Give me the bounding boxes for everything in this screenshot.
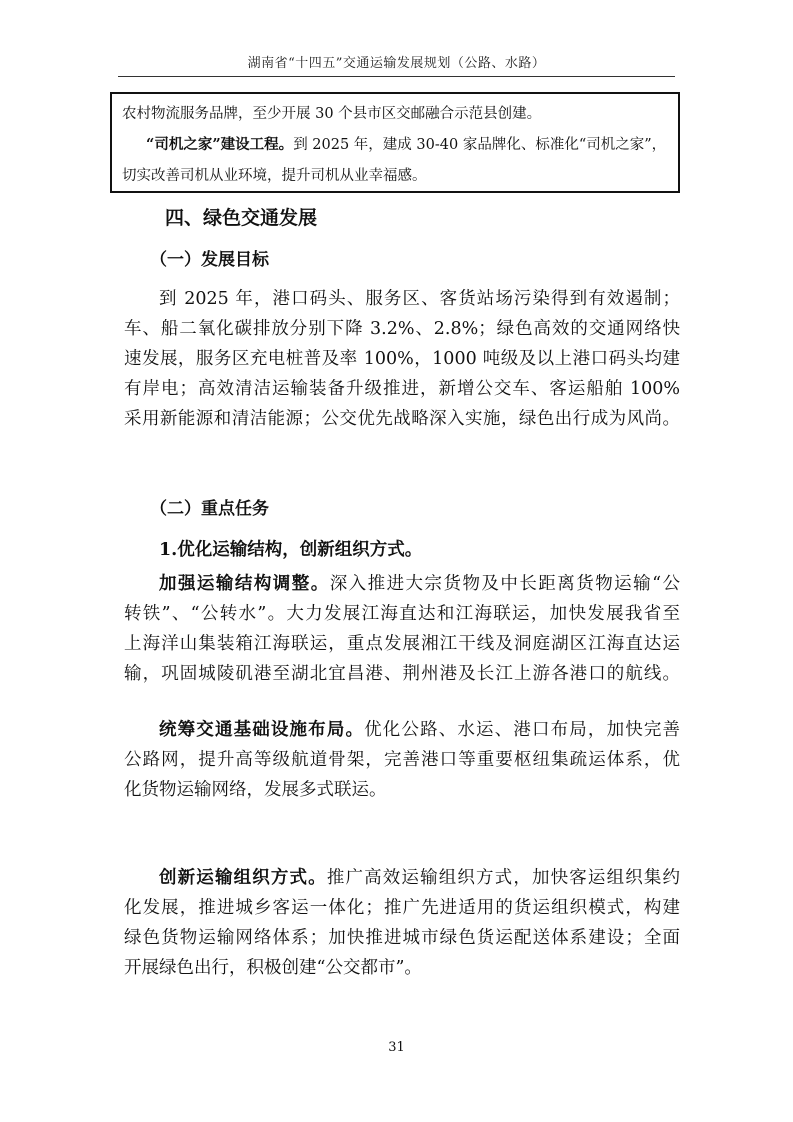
- org-line-3: 绿色货物运输网络体系；加快推进城市绿色货运配送体系建设；全面: [124, 928, 680, 948]
- structure-line-3: 上海洋山集装箱江海联运，重点发展湘江干线及洞庭湖区江海直达运: [124, 634, 680, 654]
- paragraph-structure: [124, 569, 680, 689]
- box-item-text: 到 2025 年，建成 30-40 家品牌化、标准化“司机之家”，: [293, 137, 667, 153]
- infra-line-3: 化货物运输网络，发展多式联运。: [124, 780, 387, 800]
- org-line-2: 化发展，推进城乡客运一体化；推广先进适用的货运组织模式，构建: [124, 898, 680, 918]
- structure-line-4: 输，巩固城陵矶港至湖北宜昌港、荆州港及长江上游各港口的航线。: [124, 664, 680, 684]
- paragraph-infrastructure: [124, 715, 680, 805]
- paragraph-organization: [124, 863, 680, 983]
- structure-lead-text: 深入推进大宗货物及中长距离货物运输“公: [329, 574, 680, 594]
- goals-paragraph: [124, 284, 680, 434]
- org-lead-text: 推广高效运输组织方式，加快客运组织集约: [326, 868, 681, 888]
- goals-line-1: 到 2025 年，港口码头、服务区、客货站场污染得到有效遏制；: [159, 289, 680, 309]
- structure-line-2: 转铁”、“公转水”。大力发展江海直达和江海联运，加快发展我省至: [124, 604, 680, 624]
- box-item-title: “司机之家”建设工程。: [146, 136, 294, 153]
- box-line-1: 农村物流服务品牌，至少开展 30 个县市区交邮融合示范县创建。: [122, 106, 542, 122]
- header-rule: [118, 76, 675, 77]
- running-header: 湖南省“十四五”交通运输发展规划（公路、水路）: [247, 56, 546, 71]
- infra-lead: 统筹交通基础设施布局。: [159, 720, 365, 740]
- structure-line-1: [124, 569, 680, 599]
- bordered-box: [110, 92, 680, 193]
- infra-lead-text: 优化公路、水运、港口布局，加快完善: [364, 720, 681, 740]
- structure-lead: 加强运输结构调整。: [159, 574, 330, 594]
- section-title: 四、绿色交通发展: [165, 207, 318, 229]
- goals-line-4: 有岸电；高效清洁运输装备升级推进，新增公交车、客运船舶 100%: [124, 379, 680, 399]
- subsection-title-goals: （一）发展目标: [150, 250, 269, 270]
- infra-line-2: 公路网，提升高等级航道骨架，完善港口等重要枢纽集疏运体系，优: [124, 750, 680, 770]
- org-line-1: [124, 863, 680, 893]
- org-line-4: 开展绿色出行，积极创建“公交都市”。: [124, 958, 422, 978]
- goals-line-2: 车、船二氧化碳排放分别下降 3.2%、2.8%；绿色高效的交通网络快: [124, 319, 680, 339]
- infra-line-1: [124, 715, 680, 745]
- goals-line-3: 速发展，服务区充电桩普及率 100%，1000 吨级及以上港口码头均建: [124, 349, 680, 369]
- org-lead: 创新运输组织方式。: [159, 868, 327, 888]
- task-1-title: 1.优化运输结构，创新组织方式。: [159, 540, 423, 560]
- subsection-title-tasks: （二）重点任务: [150, 499, 269, 519]
- box-line-2: [146, 133, 666, 154]
- goals-line-5: 采用新能源和清洁能源；公交优先战略深入实施，绿色出行成为风尚。: [124, 409, 680, 429]
- page-number: 31: [388, 1040, 405, 1055]
- box-line-3: 切实改善司机从业环境，提升司机从业幸福感。: [122, 168, 427, 184]
